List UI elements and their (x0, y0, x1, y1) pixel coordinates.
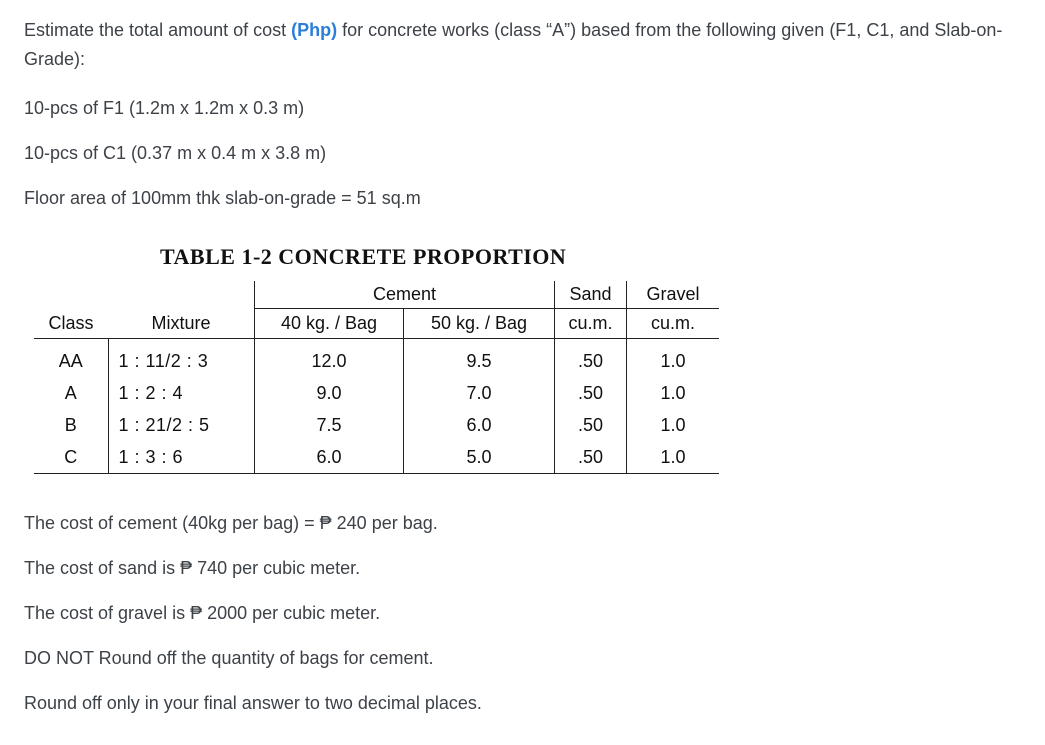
cell-mixture: 1 : 2 : 4 (108, 377, 255, 409)
cell-50kg: 7.0 (404, 377, 555, 409)
cell-class: B (64, 414, 77, 435)
cell-class: A (64, 382, 77, 403)
table-row (34, 409, 719, 441)
cell-sand: .50 (555, 377, 627, 409)
sand-cost: The cost of sand is ₱ 740 per cubic meter. (24, 558, 361, 578)
header-sand: Sand (555, 281, 627, 309)
header-mixture: Mixture (151, 312, 211, 333)
cell-class: AA (58, 350, 83, 371)
gravel-cost: The cost of gravel is ₱ 2000 per cubic meter. (24, 603, 381, 623)
header-sand-unit: cu.m. (555, 309, 627, 339)
table-header-row-1 (34, 281, 719, 309)
header-gravel: Gravel (627, 281, 720, 309)
table-row (34, 377, 719, 409)
header-class: Class (48, 312, 94, 333)
table-row (34, 441, 719, 474)
cell-mixture: 1 : 21/2 : 5 (108, 409, 255, 441)
cell-sand: .50 (555, 409, 627, 441)
problem-statement (24, 16, 1024, 74)
cell-class: C (64, 446, 78, 467)
header-50kg-bag: 50 kg. / Bag (404, 309, 555, 339)
cell-sand: .50 (555, 441, 627, 474)
cell-gravel: 1.0 (627, 339, 720, 378)
rounding-note-cement: DO NOT Round off the quantity of bags for cement. (24, 648, 434, 668)
table-title: TABLE 1-2 CONCRETE PROPORTION (160, 244, 567, 269)
cell-gravel: 1.0 (627, 409, 720, 441)
problem-intro: Estimate the total amount of cost (24, 20, 292, 40)
cell-mixture: 1 : 11/2 : 3 (108, 339, 255, 378)
cell-gravel: 1.0 (627, 377, 720, 409)
table-row (34, 339, 719, 378)
cell-mixture: 1 : 3 : 6 (108, 441, 255, 474)
rounding-note-final: Round off only in your final answer to two decimal places. (24, 693, 482, 713)
cement-cost: The cost of cement (40kg per bag) = ₱ 240 per bag. (24, 513, 438, 533)
cell-gravel: 1.0 (627, 441, 720, 474)
concrete-proportion-table (34, 281, 719, 474)
header-gravel-unit: cu.m. (627, 309, 720, 339)
cell-50kg: 6.0 (404, 409, 555, 441)
problem-text (24, 16, 1024, 74)
problem-rest: for concrete works (class “A”) based from the following given (F1, C1, and Slab-on-Grade): (24, 20, 1003, 69)
currency-label: (Php) (291, 20, 338, 40)
cell-50kg: 5.0 (404, 441, 555, 474)
cell-40kg: 7.5 (255, 409, 404, 441)
cell-40kg: 12.0 (255, 339, 404, 378)
header-cement: Cement (255, 281, 555, 309)
table-header-row-2 (34, 309, 719, 339)
given-slab: Floor area of 100mm thk slab-on-grade = 51 sq.m (24, 188, 421, 208)
header-40kg-bag: 40 kg. / Bag (255, 309, 404, 339)
given-c1: 10-pcs of C1 (0.37 m x 0.4 m x 3.8 m) (24, 143, 327, 163)
cell-50kg: 9.5 (404, 339, 555, 378)
cell-40kg: 6.0 (255, 441, 404, 474)
cell-40kg: 9.0 (255, 377, 404, 409)
given-f1: 10-pcs of F1 (1.2m x 1.2m x 0.3 m) (24, 98, 305, 118)
cell-sand: .50 (555, 339, 627, 378)
